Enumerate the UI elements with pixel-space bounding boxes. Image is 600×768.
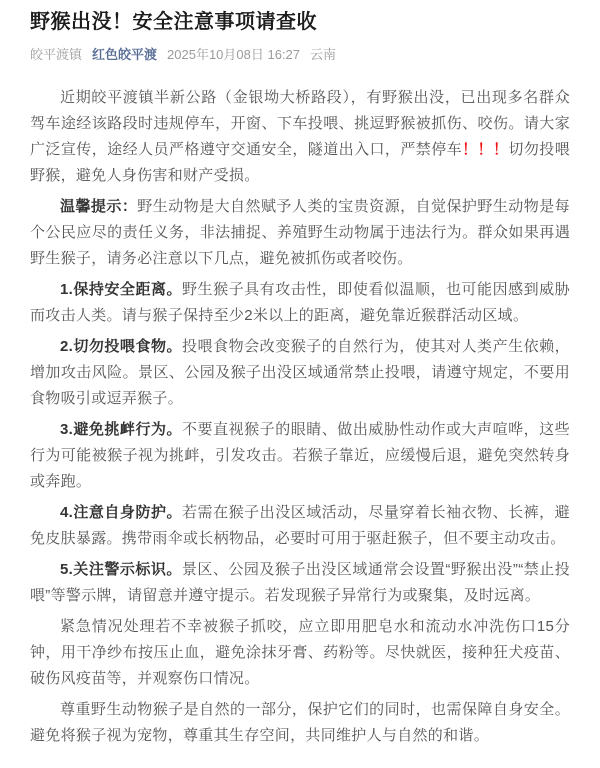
article-title: 野猴出没！安全注意事项请查收 <box>30 11 317 33</box>
paragraph-text: 尊重野生动物猴子是自然的一部分，保护它们的同时，也需保障自身安全。避免将猴子视为宠物，尊重其生存空间，共同维护人与自然的和谐。 <box>30 701 570 744</box>
paragraph-emergency <box>30 614 570 692</box>
paragraph-lead: 2.切勿投喂食物。 <box>60 338 183 355</box>
paragraph-lead: 1.保持安全距离。 <box>60 281 183 298</box>
paragraph-tail: 切勿投喂野猴，避免人身伤害和财产受损。 <box>30 141 571 184</box>
paragraph-text: 若需在猴子出没区域活动，尽量穿着长袖衣物、长裤，避免皮肤暴露。携带雨伞或长柄物品，必要时可用于驱赶猴子，但不要主动攻击。 <box>30 504 570 547</box>
paragraph-text: 野生猴子具有攻击性，即使看似温顺，也可能因感到威胁而攻击人类。请与猴子保持至少2米以上的距离，避免靠近猴群活动区域。 <box>30 281 570 324</box>
paragraph-tip-3 <box>30 417 570 495</box>
article-meta-row <box>30 46 570 64</box>
paragraph-tip-2 <box>30 334 570 412</box>
paragraph-intro <box>30 85 570 189</box>
paragraph-lead: 3.避免挑衅行为。 <box>60 421 183 438</box>
paragraph-text: 近期皎平渡镇半新公路（金银坳大桥路段），有野猴出没，已出现多名群众驾车途经该路段时违规停车，开窗、下车投喂、挑逗野猴被抓伤、咬伤。请大家广泛宣传，途经人员严格遵守交通安全，隧道出入口，严禁停车 <box>30 89 570 158</box>
paragraph-tip-4 <box>30 500 570 552</box>
publish-datetime: 2025年10月08日 16:27 <box>167 47 301 62</box>
publish-region: 云南 <box>310 47 337 62</box>
paragraph-text: 野生动物是大自然赋予人类的宝贵资源，自觉保护野生动物是每个公民应尽的责任义务，非法捕捉、养殖野生动物属于违法行为。群众如果再遇野生猴子，请务必注意以下几点，避免被抓伤或者咬伤。 <box>30 198 570 267</box>
alert-exclamation: ！！！ <box>462 141 509 158</box>
official-account-link[interactable]: 红色皎平渡 <box>92 47 158 62</box>
paragraph-tip-1 <box>30 277 570 329</box>
paragraph-text: 紧急情况处理若不幸被猴子抓咬，应立即用肥皂水和流动水冲洗伤口15分钟，用干净纱布按压止血，避免涂抹牙膏、药粉等。尽快就医，接种狂犬疫苗、破伤风疫苗等，并观察伤口情况。 <box>30 618 570 687</box>
author-name: 皎平渡镇 <box>30 47 83 62</box>
paragraph-closing <box>30 697 570 749</box>
paragraph-lead: 温馨提示： <box>60 198 138 215</box>
article-content <box>30 85 570 749</box>
paragraph-warm-tips <box>30 194 570 272</box>
paragraph-text: 不要直视猴子的眼睛、做出威胁性动作或大声喧哗，这些行为可能被猴子视为挑衅，引发攻击。若猴子靠近，应缓慢后退，避免突然转身或奔跑。 <box>30 421 570 490</box>
paragraph-tip-5 <box>30 557 570 609</box>
paragraph-text: 景区、公园及猴子出没区域通常会设置“野猴出没”“禁止投喂”等警示牌，请留意并遵守提示。若发现猴子异常行为或聚集，及时远离。 <box>30 561 570 604</box>
paragraph-text: 投喂食物会改变猴子的自然行为，使其对人类产生依赖，增加攻击风险。景区、公园及猴子出没区域通常禁止投喂，请遵守规定，不要用食物吸引或逗弄猴子。 <box>30 338 570 407</box>
paragraph-lead: 5.关注警示标识。 <box>60 561 182 578</box>
paragraph-lead: 4.注意自身防护。 <box>60 504 183 521</box>
